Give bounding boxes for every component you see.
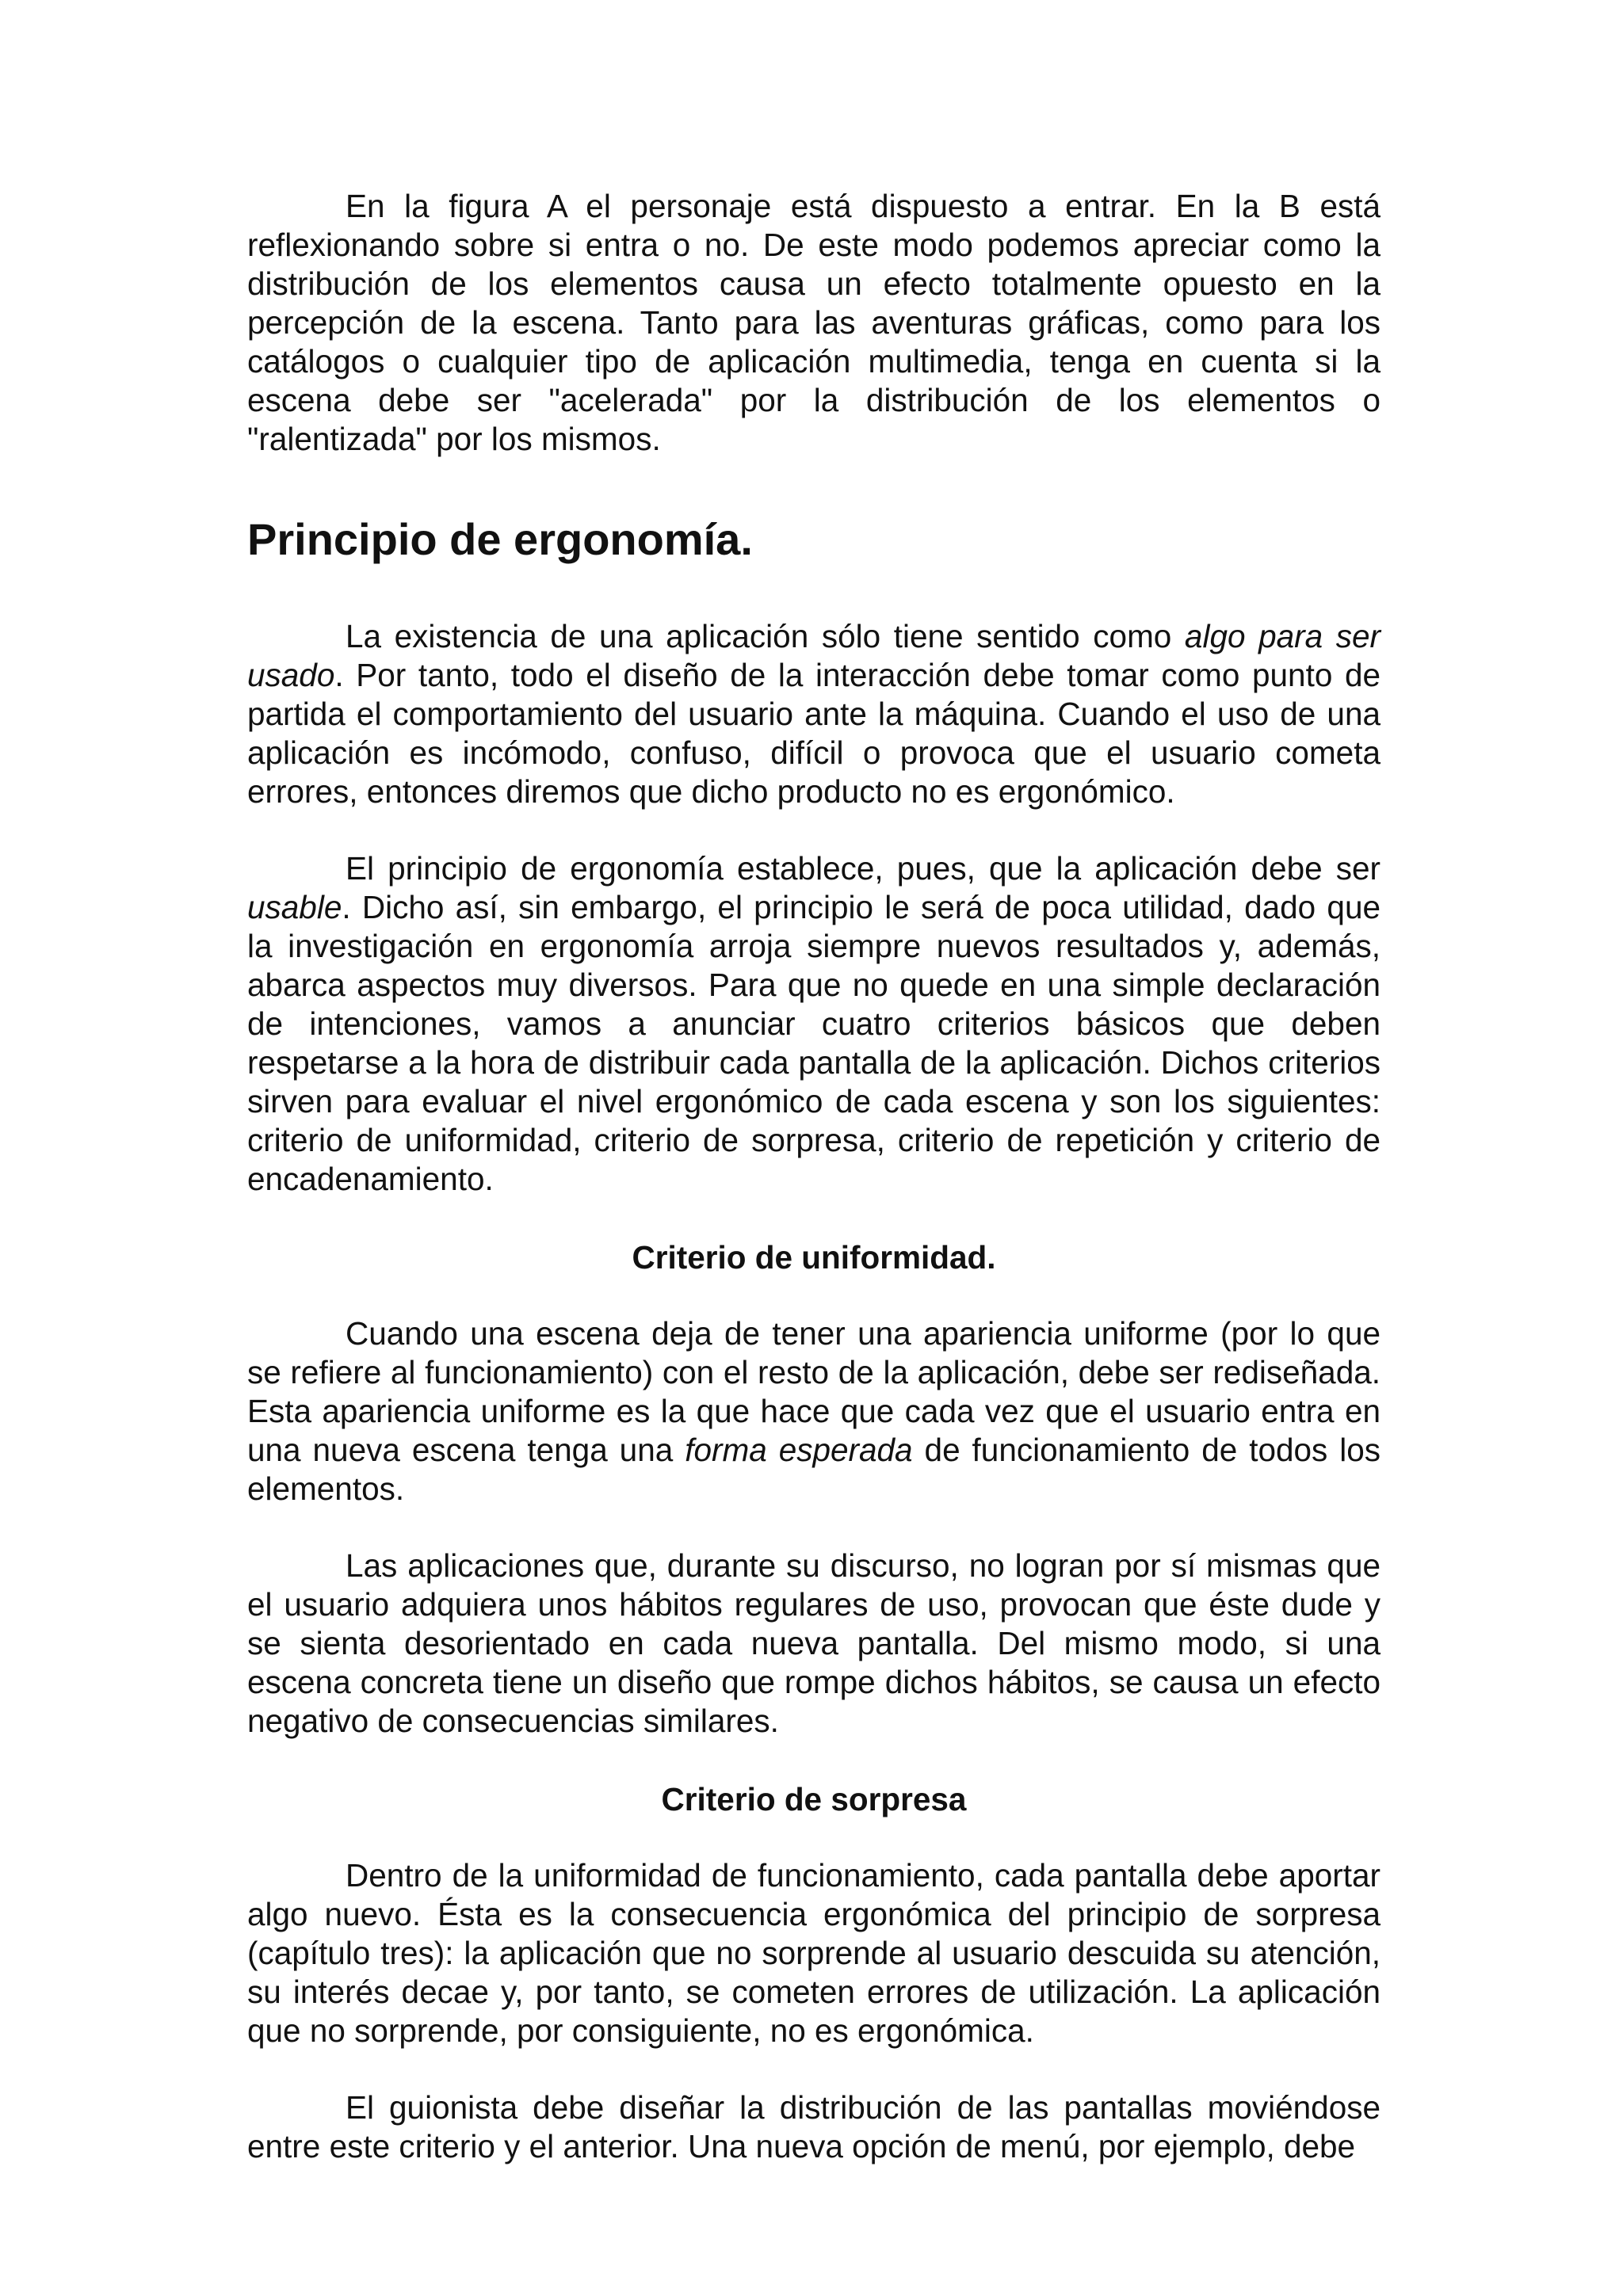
paragraph-figure-description: En la figura A el personaje está dispuesto a entrar. En la B está reflexionando sobre si entra o no. De este modo podemos apreciar como la distribución de los elementos causa un efecto totalmente opuesto en la percepción de la escena. Tanto para las aventuras gráficas, como para los catálogos o cualquier tipo de aplicación multimedia, tenga en cuenta si la escena debe ser "acelerada" por la distribución de los elementos o "ralentizada" por los mismos. (247, 188, 1381, 457)
text-span: . Por tanto, todo el diseño de la interacción debe tomar como punto de partida el comportamiento del usuario ante la máquina. Cuando el uso de una aplicación es incómodo, confuso, difícil o provoca que el usuario cometa errores, entonces diremos que dicho producto no es ergonómico. (247, 657, 1381, 810)
paragraph-uniformidad-1 (247, 1314, 1381, 1508)
heading-criterio-uniformidad: Criterio de uniformidad. (632, 1239, 996, 1276)
paragraph-ergonomia-criterios (247, 849, 1381, 1199)
paragraph-uniformidad-2: Las aplicaciones que, durante su discurso, no logran por sí mismas que el usuario adquiera unos hábitos regulares de uso, provocan que éste dude y se sienta desorientado en cada nueva pantalla. Del mismo modo, si una escena concreta tiene un diseño que rompe dichos hábitos, se causa un efecto negativo de consecuencias similares. (247, 1547, 1381, 1739)
text-span: El principio de ergonomía establece, pues, que la aplicación debe ser (346, 850, 1381, 887)
emphasis-usable: usable (247, 889, 342, 925)
text-span: La existencia de una aplicación sólo tiene sentido como (346, 618, 1185, 654)
heading-criterio-sorpresa: Criterio de sorpresa (661, 1781, 967, 1817)
text-span: Cuando una escena deja de tener una apariencia uniforme (por lo que se refiere al funcionamiento) con el resto de la aplicación, debe ser rediseñada. Esta apariencia uniforme es la que hace que cada vez que el usuario entra en una nueva escena tenga una (247, 1315, 1381, 1468)
emphasis-forma-esperada: forma esperada (685, 1432, 913, 1468)
emphasis-algo-para-ser-usado: algo para ser usado (247, 618, 1381, 693)
paragraph-sorpresa-1: Dentro de la uniformidad de funcionamiento, cada pantalla debe aportar algo nuevo. Ésta es la consecuencia ergonómica del principio de sorpresa (capítulo tres): la aplicación que no sorprende al usuario descuida su atención, su interés decae y, por tanto, se cometen errores de utilización. La aplicación que no sorprende, por consiguiente, no es ergonómica. (247, 1857, 1381, 2049)
text-span: de funcionamiento de todos los elementos. (247, 1432, 1381, 1507)
text-span: . Dicho así, sin embargo, el principio le será de poca utilidad, dado que la investigación en ergonomía arroja siempre nuevos resultados y, además, abarca aspectos muy diversos. Para que no quede en una simple declaración de intenciones, vamos a anunciar cuatro criterios básicos que deben respetarse a la hora de distribuir cada pantalla de la aplicación. Dichos criterios sirven para evaluar el nivel ergonómico de cada escena y son los siguientes: criterio de uniformidad, criterio de sorpresa, criterio de repetición y criterio de encadenamiento. (247, 889, 1381, 1197)
paragraph-sorpresa-2: El guionista debe diseñar la distribución de las pantallas moviéndose entre este criterio y el anterior. Una nueva opción de menú, por ejemplo, debe (247, 2089, 1381, 2164)
heading-principio-ergonomia: Principio de ergonomía. (247, 514, 753, 564)
document-page (247, 187, 1381, 2166)
paragraph-ergonomia-intro (247, 617, 1381, 811)
